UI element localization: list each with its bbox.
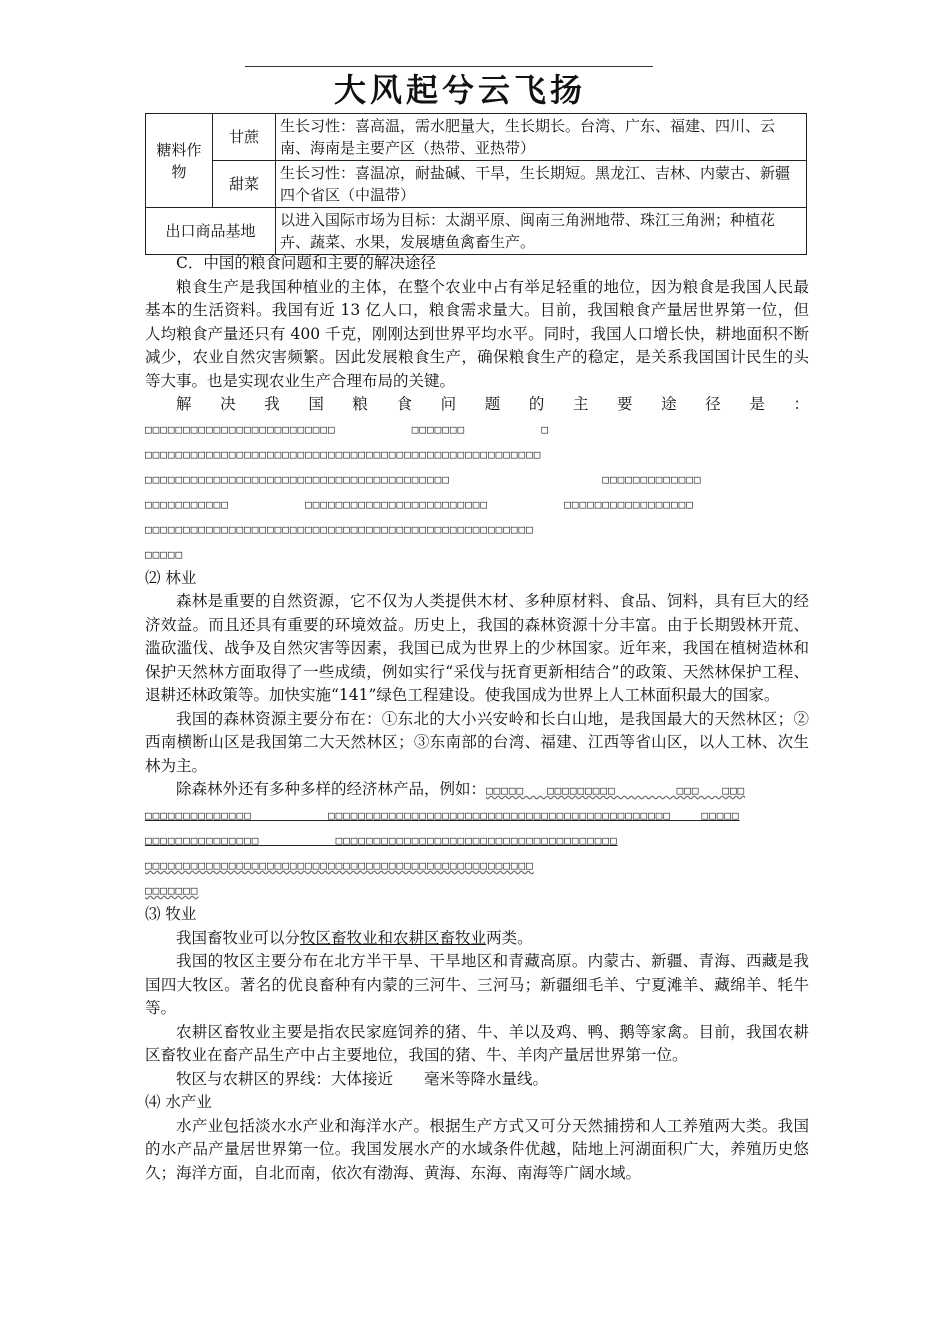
export-base-description: 以进入国际市场为目标：太湖平原、闽南三角洲地带、珠江三角洲；种植花卉、蔬菜、水果，发展塘鱼禽畜生产。	[276, 208, 807, 255]
text-run: 和	[377, 928, 394, 947]
paragraph: 农耕区畜牧业主要是指农民家庭饲养的猪、牛、羊以及鸡、鸭、鹅等家禽。目前，我国农耕区畜牧业在畜产品生产中占主要地位，我国的猪、牛、羊肉产量居世界第一位。	[145, 1022, 809, 1064]
header-rule	[245, 66, 653, 67]
paragraph: 森林是重要的自然资源，它不仅为人类提供木材、多种原材料、食品、饲料，具有巨大的经济效益。而且还具有重要的环境效益。历史上，我国的森林资源十分丰富。由于长期毁林开荒、滥砍滥伐、战争及自然灾害等因素，我国已成为世界上的少林国家。近年来，我国在植树造林和保护天然林方面取得了一些成绩，例如实行“采伐与抚育更新相结合”的政策、天然林保护工程、退耕还林政策等。加快实施“141”绿色工程建设。使我国成为世界上人工林面积最大的国家。	[145, 592, 809, 704]
crop-table	[145, 113, 807, 255]
garbled-text: □□□□□□□□□□□□□□□□□□□□□□□□□□□□□□□□□□□□□□□□□□□□□□□□□□□□	[145, 447, 542, 461]
crop-name: 甜菜	[213, 161, 276, 208]
export-base-label: 出口商品基地	[146, 208, 276, 255]
crop-description: 生长习性：喜高温，需水肥量大，生长期长。台湾、广东、福建、四川、云南、海南是主要产区（热带、亚热带）	[276, 114, 807, 161]
paragraph: 水产业包括淡水水产业和海洋水产。根据生产方式又可分天然捕捞和人工养殖两大类。我国的水产品产量居世界第一位。我国发展水产的水域条件优越，陆地上河湖面积广大，养殖历史悠久；海洋方面，自北而南，依次有渤海、黄海、东海、南海等广阔水域。	[145, 1116, 809, 1182]
garbled-text: □□□□□□□□□□□□□□□□□□□□□□□□□□□□□□□□□□□□□□□□□□□□□□□□□□□	[145, 859, 534, 872]
table-row	[146, 208, 807, 255]
section-heading: ⑵ 林业	[145, 568, 197, 587]
paragraph-lead	[145, 778, 809, 803]
paragraph: 粮食生产是我国种植业的主体，在整个农业中占有举足轻重的地位，因为粮食是我国人民最基本的生活资料。我国有近 13 亿人口，粮食需求量大。目前，我国粮食产量居世界第一位，但人均粮食产量还只有 400 千克，刚刚达到世界平均水平。同时，我国人口增长快，耕地面积不断减少，农业自然灾害频繁。因此发展粮食生产，确保粮食生产的稳定，是关系我国国计民生的头等大事。也是实现农业生产合理布局的关键。	[145, 277, 809, 390]
paragraph	[145, 927, 809, 951]
text-run: 我国畜牧业可以分	[176, 928, 301, 947]
garbled-text: □□□□□□□□□□□ □□□□□□□□□□□□□□□□□□□□□□□□ □□□□□□□□□□□□□□□□□	[145, 497, 694, 511]
garbled-text: □□□□□	[145, 547, 184, 561]
underlined-term: 农耕区畜牧业	[393, 928, 487, 947]
lead-text: 解决我国粮食问题的主要途径是：	[176, 395, 809, 413]
lead-text: 除森林外还有多种多样的经济林产品，例如：	[176, 780, 487, 798]
section-heading: ⑷ 水产业	[145, 1093, 212, 1111]
sugar-crop-label: 糖料作物	[146, 114, 213, 208]
main-content	[145, 252, 809, 1185]
garbled-text: □□□□□ □□□□□□□□□ □□□ □□□	[486, 784, 746, 797]
garbled-text: □□□□□□□□□□□□□□□□□□□□□□□□□ □□□□□□□ □	[145, 422, 549, 436]
banner-title: 大风起兮云飞扬	[333, 71, 586, 109]
text-run: 两类。	[486, 928, 533, 947]
paragraph-lead	[145, 393, 809, 442]
paragraph: 牧区与农耕区的界线：大体接近 毫米等降水量线。	[176, 1069, 549, 1088]
paragraph: 我国的牧区主要分布在北方半干旱、干旱地区和青藏高原。内蒙古、新疆、青海、西藏是我国四大牧区。著名的优良畜种有内蒙的三河牛、三河马；新疆细毛羊、宁夏滩羊、藏绵羊、牦牛等。	[145, 952, 809, 1017]
garbled-text: □□□□□□□□□□□□□□□ □□□□□□□□□□□□□□□□□□□□□□□□□□□□□□□□□□□□□	[145, 834, 618, 847]
garbled-text: □□□□□□□□□□□□□□□□□□□□□□□□□□□□□□□□□□□□□□□□ □□□□□□□□□□□□□	[145, 472, 702, 486]
section-heading: C．中国的粮食问题和主要的解决途径	[176, 254, 436, 272]
table-row	[146, 161, 807, 208]
garbled-text: □□□□□□□	[145, 884, 199, 897]
crop-description: 生长习性：喜温凉，耐盐碱、干旱，生长期短。黑龙江、吉林、内蒙古、新疆四个省区（中温带）	[276, 161, 807, 208]
table-row	[146, 114, 807, 161]
garbled-text: □□□□□□□□□□□□□□□□□□□□□□□□□□□□□□□□□□□□□□□□□□□□□□□□□□□	[145, 522, 534, 536]
crop-name: 甘蔗	[213, 114, 276, 161]
garbled-text: □□□□□□□□□□□□□□ □□□□□□□□□□□□□□□□□□□□□□□□□□□□□□□□□□□□□□□□□□□□□ □□□□□	[145, 809, 740, 822]
paragraph: 我国的森林资源主要分布在：①东北的大小兴安岭和长白山地，是我国最大的天然林区；②西南横断山区是我国第二大天然林区；③东南部的台湾、福建、江西等省山区，以人工林、次生林为主。	[145, 709, 809, 775]
underlined-term: 牧区畜牧业	[300, 928, 378, 947]
section-heading: ⑶ 牧业	[145, 905, 197, 923]
